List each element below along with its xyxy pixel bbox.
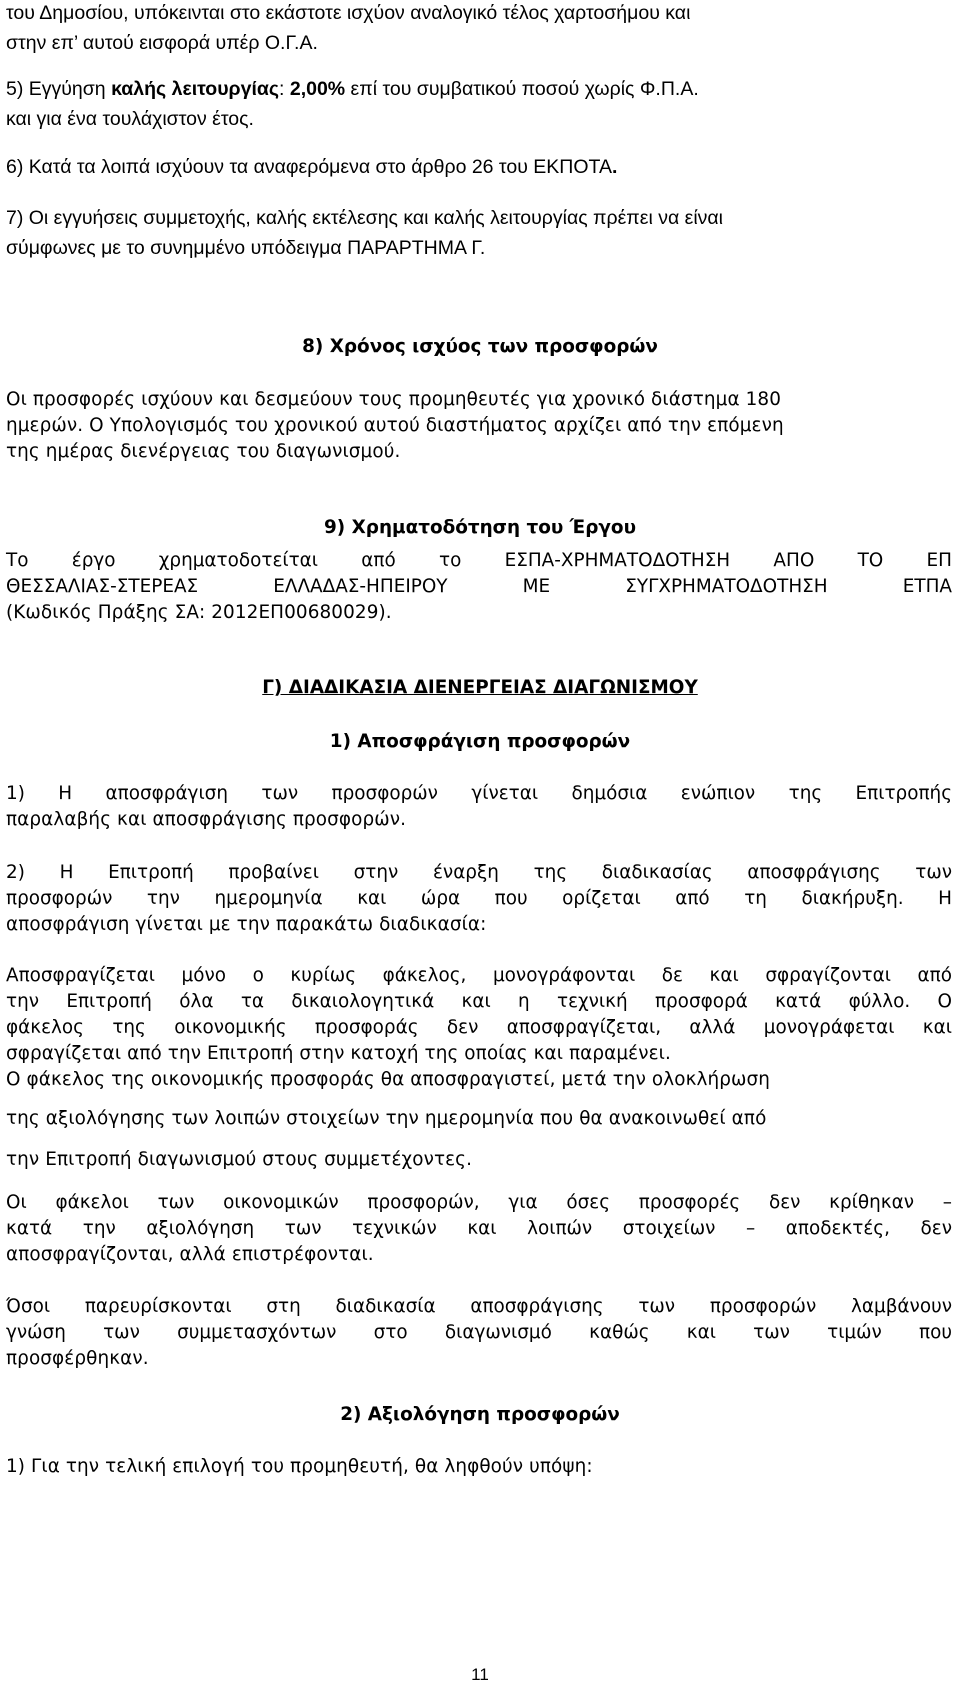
section-8-line-1: Οι προσφορές ισχύουν και δεσμεύουν τους προμηθευτές για χρονικό διάστημα 180 (6, 389, 782, 410)
paragraph-1-line-2: παραλαβής και αποσφράγισης προσφορών. (6, 809, 407, 830)
item-5-suffix: επί του συμβατικού ποσού χωρίς Φ.Π.Α. (345, 78, 699, 100)
paragraph-4-line-1: Ο φάκελος της οικονομικής προσφοράς θα αποσφραγιστεί, μετά την ολοκλήρωση (6, 1069, 771, 1090)
section-9-line-2: ΘΕΣΣΑΛΙΑΣ-ΣΤΕΡΕΑΣ ΕΛΛΑΔΑΣ-ΗΠΕΙΡΟΥ ΜΕ ΣΥΓΧΡΗΜΑΤΟΔΟΤΗΣΗ ΕΤΠΑ (6, 576, 952, 597)
page-number: 11 (471, 1665, 489, 1684)
section-9-line-1: Το έργο χρηματοδοτείται από το ΕΣΠΑ-ΧΡΗΜΑΤΟΔΟΤΗΣΗ ΑΠΟ ΤΟ ΕΠ (6, 550, 952, 571)
section-9-heading: 9) Χρηματοδότηση του Έργου (324, 517, 636, 538)
paragraph-2-line-1: 2) Η Επιτροπή προβαίνει στην έναρξη της διαδικασίας αποσφράγισης των (6, 862, 952, 883)
paragraph-5-line-3: αποσφραγίζονται, αλλά επιστρέφονται. (6, 1244, 374, 1265)
item-5-colon: : (279, 78, 290, 100)
section-8-line-3: της ημέρας διενέργειας του διαγωνισμού. (6, 441, 401, 462)
item-7-line-2: σύμφωνες με το συνημμένο υπόδειγμα ΠΑΡΑΡΤΗΜΑ Γ. (6, 237, 486, 259)
item-6-dot: . (612, 156, 618, 178)
section-8-line-2: ημερών. Ο Υπολογισμός του χρονικού αυτού διαστήματος αρχίζει από την επόμενη (6, 415, 784, 436)
paragraph-2-line-3: αποσφράγιση γίνεται με την παρακάτω διαδικασία: (6, 914, 487, 935)
item-5-bold-term: καλής λειτουργίας (111, 78, 279, 100)
paragraph-2-line-2: προσφορών την ημερομηνία και ώρα που ορίζεται από τη διακήρυξη. Η (6, 888, 952, 909)
item-5-line (6, 76, 699, 102)
item-6-line (6, 154, 617, 180)
paragraph-6-line-3: προσφέρθηκαν. (6, 1348, 149, 1369)
paragraph-3-line-1: Αποσφραγίζεται μόνο ο κυρίως φάκελος, μονογράφονται δε και σφραγίζονται από (6, 965, 952, 986)
paragraph-5-line-1: Οι φάκελοι των οικονομικών προσφορών, για όσες προσφορές δεν κρίθηκαν – (6, 1192, 952, 1213)
paragraph-4-line-3: την Επιτροπή διαγωνισμού στους συμμετέχοντες. (6, 1149, 473, 1170)
item-5-line-2: και για ένα τουλάχιστον έτος. (6, 108, 254, 130)
item-5-percentage: 2,00% (289, 78, 346, 100)
section-9-line-3: (Κωδικός Πράξης ΣΑ: 2012ΕΠ00680029). (6, 602, 392, 623)
paragraph-7-line-1: 1) Για την τελική επιλογή του προμηθευτή, θα ληφθούν υπόψη: (6, 1456, 593, 1477)
item-6-text: 6) Κατά τα λοιπά ισχύουν τα αναφερόμενα στο άρθρο 26 του ΕΚΠΟΤΑ (6, 156, 613, 178)
paragraph-4-line-2: της αξιολόγησης των λοιπών στοιχείων την ημερομηνία που θα ανακοινωθεί από (6, 1108, 767, 1129)
paragraph-5-line-2: κατά την αξιολόγηση των τεχνικών και λοιπών στοιχείων – αποδεκτές, δεν (6, 1218, 952, 1239)
paragraph-3-line-4: σφραγίζεται από την Επιτροπή στην κατοχή της οποίας και παραμένει. (6, 1043, 671, 1064)
paragraph-3-line-2: την Επιτροπή όλα τα δικαιολογητικά και η τεχνική προσφορά κατά φύλλο. Ο (6, 991, 952, 1012)
paragraph-6-line-1: Όσοι παρευρίσκονται στη διαδικασία αποσφράγισης των προσφορών λαμβάνουν (6, 1296, 952, 1317)
section-8-heading: 8) Χρόνος ισχύος των προσφορών (302, 336, 658, 357)
subsection-2-heading: 2) Αξιολόγηση προσφορών (340, 1404, 620, 1425)
paragraph-1-line-1: 1) Η αποσφράγιση των προσφορών γίνεται δημόσια ενώπιον της Επιτροπής (6, 783, 952, 804)
subsection-1-heading: 1) Αποσφράγιση προσφορών (329, 731, 631, 752)
paragraph-line: στην επ’ αυτού εισφορά υπέρ Ο.Γ.Α. (6, 32, 318, 54)
chapter-g-heading: Γ) ΔΙΑΔΙΚΑΣΙΑ ΔΙΕΝΕΡΓΕΙΑΣ ΔΙΑΓΩΝΙΣΜΟΥ (262, 677, 698, 698)
item-7-line-1: 7) Οι εγγυήσεις συμμετοχής, καλής εκτέλεσης και καλής λειτουργίας πρέπει να είναι (6, 207, 724, 229)
item-5-prefix: 5) Εγγύηση (6, 78, 112, 100)
paragraph-3-line-3: φάκελος της οικονομικής προσφοράς δεν αποσφραγίζεται, αλλά μονογράφεται και (6, 1017, 952, 1038)
paragraph-6-line-2: γνώση των συμμετασχόντων στο διαγωνισμό καθώς και των τιμών που (6, 1322, 952, 1343)
paragraph-line: του Δημοσίου, υπόκεινται στο εκάστοτε ισχύον αναλογικό τέλος χαρτοσήμου και (6, 2, 691, 24)
